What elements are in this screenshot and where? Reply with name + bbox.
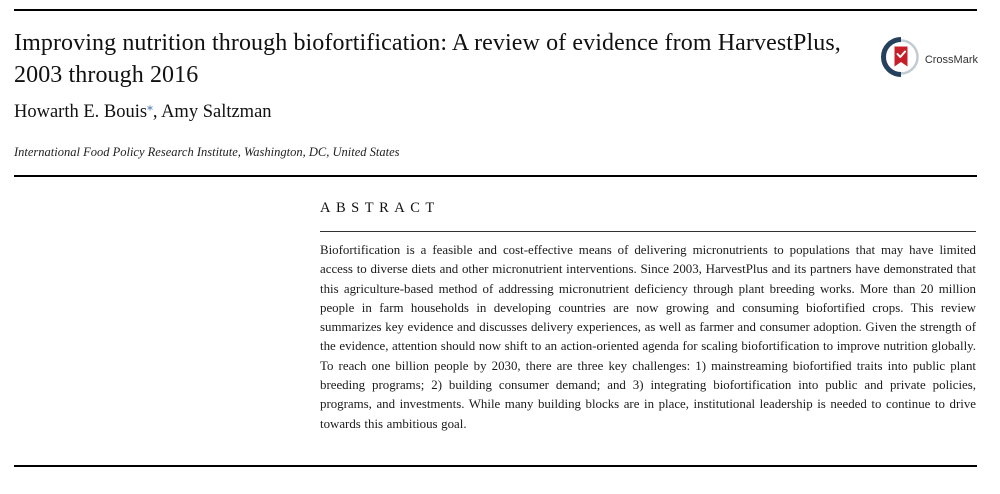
abstract-heading: ABSTRACT [320, 200, 440, 216]
crossmark-badge[interactable] [881, 37, 978, 82]
corresponding-author-mark[interactable]: ⁎ [147, 100, 153, 113]
crossmark-icon [881, 37, 921, 82]
author-separator: , [152, 102, 162, 122]
crossmark-label: CrossMark [924, 53, 978, 66]
abstract-text: Biofortification is a feasible and cost-effective means of delivering micronutrients to populations that may have limited access to diverse diets and other micronutrient interventions. Since 2003, HarvestPlus and its partners have demonstrated that this agriculture-based method of addressing micronutrient deficiency through plant breeding works. More than 20 million people in farm households in developing countries are now growing and consuming biofortified crops. This review summarizes key evidence and discusses delivery experiences, as well as farmer and consumer adoption. Given the strength of the evidence, attention should now shift to an action-oriented agenda for scaling biofortification to improve nutrition globally. To reach one billion people by 2030, there are three key challenges: 1) mainstreaming biofortified traits into public plant breeding programs; 2) building consumer demand; and 3) integrating biofortification into public and private policies, programs, and investments. While many building blocks are in place, institutional leadership is needed to continue to drive towards this ambitious goal. [320, 243, 976, 431]
bottom-rule [14, 465, 977, 467]
author-name-1: Howarth E. Bouis [14, 102, 148, 122]
author-line [14, 102, 272, 123]
paper-title: Improving nutrition through biofortification: A review of evidence from HarvestPlus, 2003 through 2016 [14, 30, 841, 88]
abstract-divider-rule [320, 231, 976, 232]
header-divider-rule [14, 175, 977, 177]
affiliation: International Food Policy Research Institute, Washington, DC, United States [14, 145, 400, 159]
top-rule [14, 9, 977, 11]
author-name-2: Amy Saltzman [161, 102, 272, 122]
